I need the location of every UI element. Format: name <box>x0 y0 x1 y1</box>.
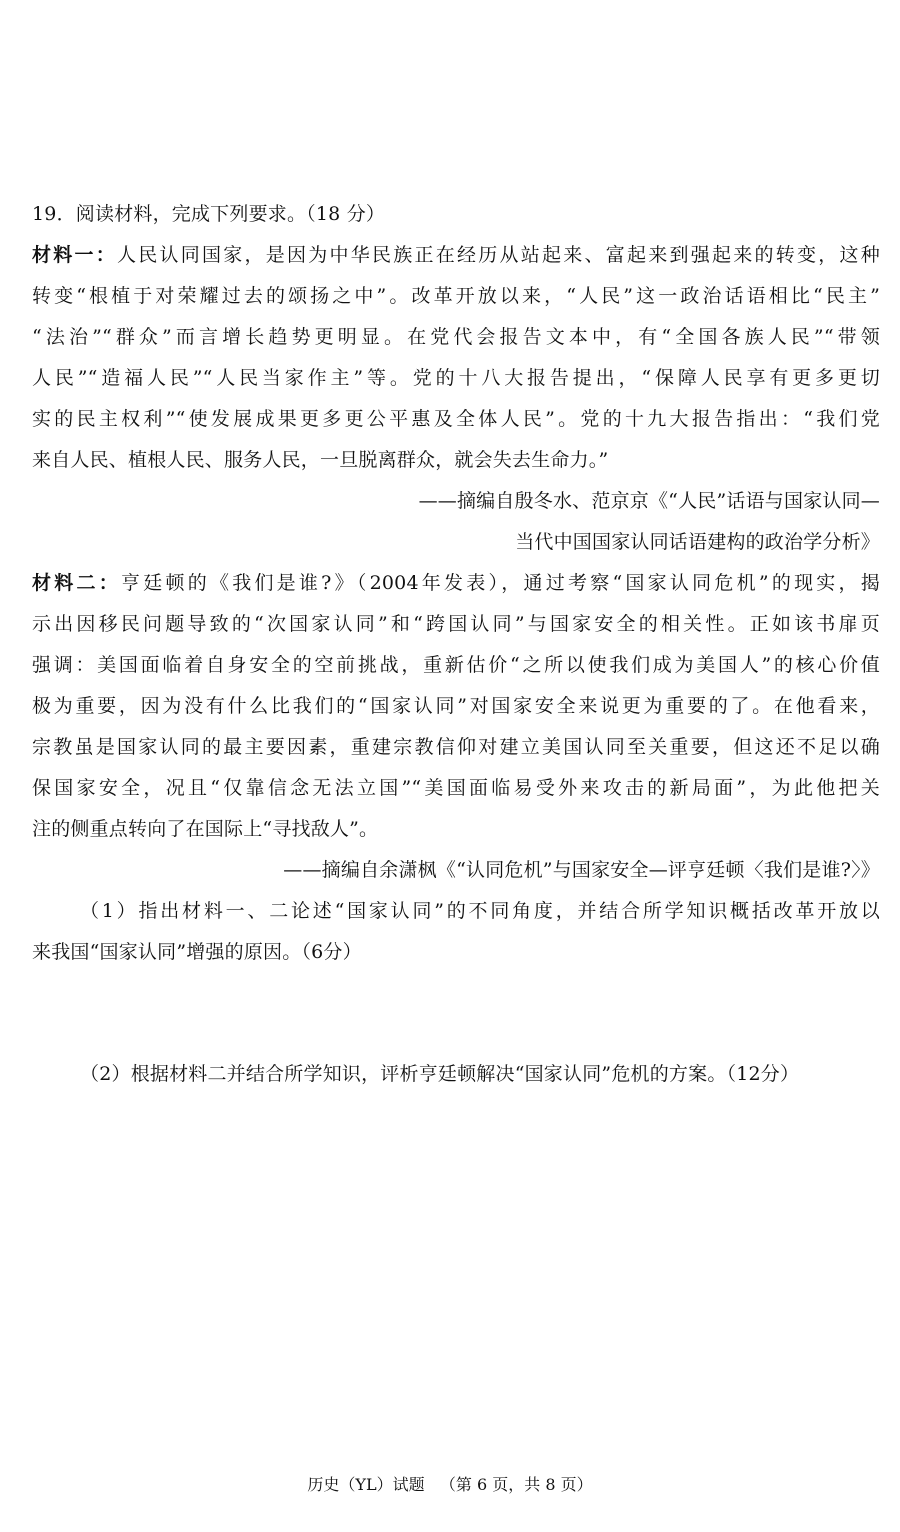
task1-line-2: 来我国“国家认同”增强的原因。（6分） <box>32 941 362 963</box>
material2-source: ——摘编自余潇枫《“认同危机”与国家安全—评亨廷顿〈我们是谁?〉》 <box>283 859 880 881</box>
material1-source-1: ——摘编自殷冬水、范京京《“人民”话语与国家认同— <box>418 490 880 512</box>
material2-line-3: 强调：美国面临着自身安全的空前挑战，重新估价“之所以使我们成为美国人”的核心价值 <box>32 654 880 676</box>
material1-line-2: 转变“根植于对荣耀过去的颂扬之中”。改革开放以来，“人民”这一政治话语相比“民主” <box>32 285 880 307</box>
material1-label: 材料一： <box>32 244 118 266</box>
material1-text-1: 人民认同国家，是因为中华民族正在经历从站起来、富起来到强起来的转变，这种 <box>117 244 880 266</box>
material1-line-6: 来自人民、植根人民、服务人民，一旦脱离群众，就会失去生命力。” <box>32 449 609 471</box>
material1-line-1 <box>32 241 880 269</box>
page-footer <box>0 1474 900 1496</box>
footer-subject: 历史（YL）试题 <box>307 1475 425 1494</box>
material1-line-3: “法治”“群众”而言增长趋势更明显。在党代会报告文本中，有“全国各族人民”“带领 <box>32 326 880 348</box>
material2-text-1: 亨廷顿的《我们是谁?》（2004年发表），通过考察“国家认同危机”的现实，揭 <box>120 572 880 594</box>
material2-line-2: 示出因移民问题导致的“次国家认同”和“跨国认同”与国家安全的相关性。正如该书扉页 <box>32 613 880 635</box>
material2-line-4: 极为重要，因为没有什么比我们的“国家认同”对国家安全来说更为重要的了。在他看来， <box>32 695 880 717</box>
material2-line-7: 注的侧重点转向了在国际上“寻找敌人”。 <box>32 818 379 840</box>
material2-label: 材料二： <box>32 572 121 594</box>
task2: （2）根据材料二并结合所学知识，评析亨廷顿解决“国家认同”危机的方案。（12分） <box>80 1063 800 1085</box>
material2-line-1 <box>32 569 880 597</box>
material2-line-5: 宗教虽是国家认同的最主要因素，重建宗教信仰对建立美国认同至关重要，但这还不足以确 <box>32 736 880 758</box>
material1-line-4: 人民”“造福人民”“人民当家作主”等。党的十八大报告提出，“保障人民享有更多更切 <box>32 367 880 389</box>
material1-source-2: 当代中国国家认同话语建构的政治学分析》 <box>515 531 880 553</box>
material1-line-5: 实的民主权利”“使发展成果更多更公平惠及全体人民”。党的十九大报告指出：“我们党 <box>32 408 880 430</box>
question-header: 19．阅读材料，完成下列要求。（18 分） <box>32 203 386 225</box>
material2-line-6: 保国家安全，况且“仅靠信念无法立国”“美国面临易受外来攻击的新局面”，为此他把关 <box>32 777 880 799</box>
footer-page-info: （第 6 页，共 8 页） <box>439 1475 593 1494</box>
task1-line-1: （1）指出材料一、二论述“国家认同”的不同角度，并结合所学知识概括改革开放以 <box>80 900 880 922</box>
